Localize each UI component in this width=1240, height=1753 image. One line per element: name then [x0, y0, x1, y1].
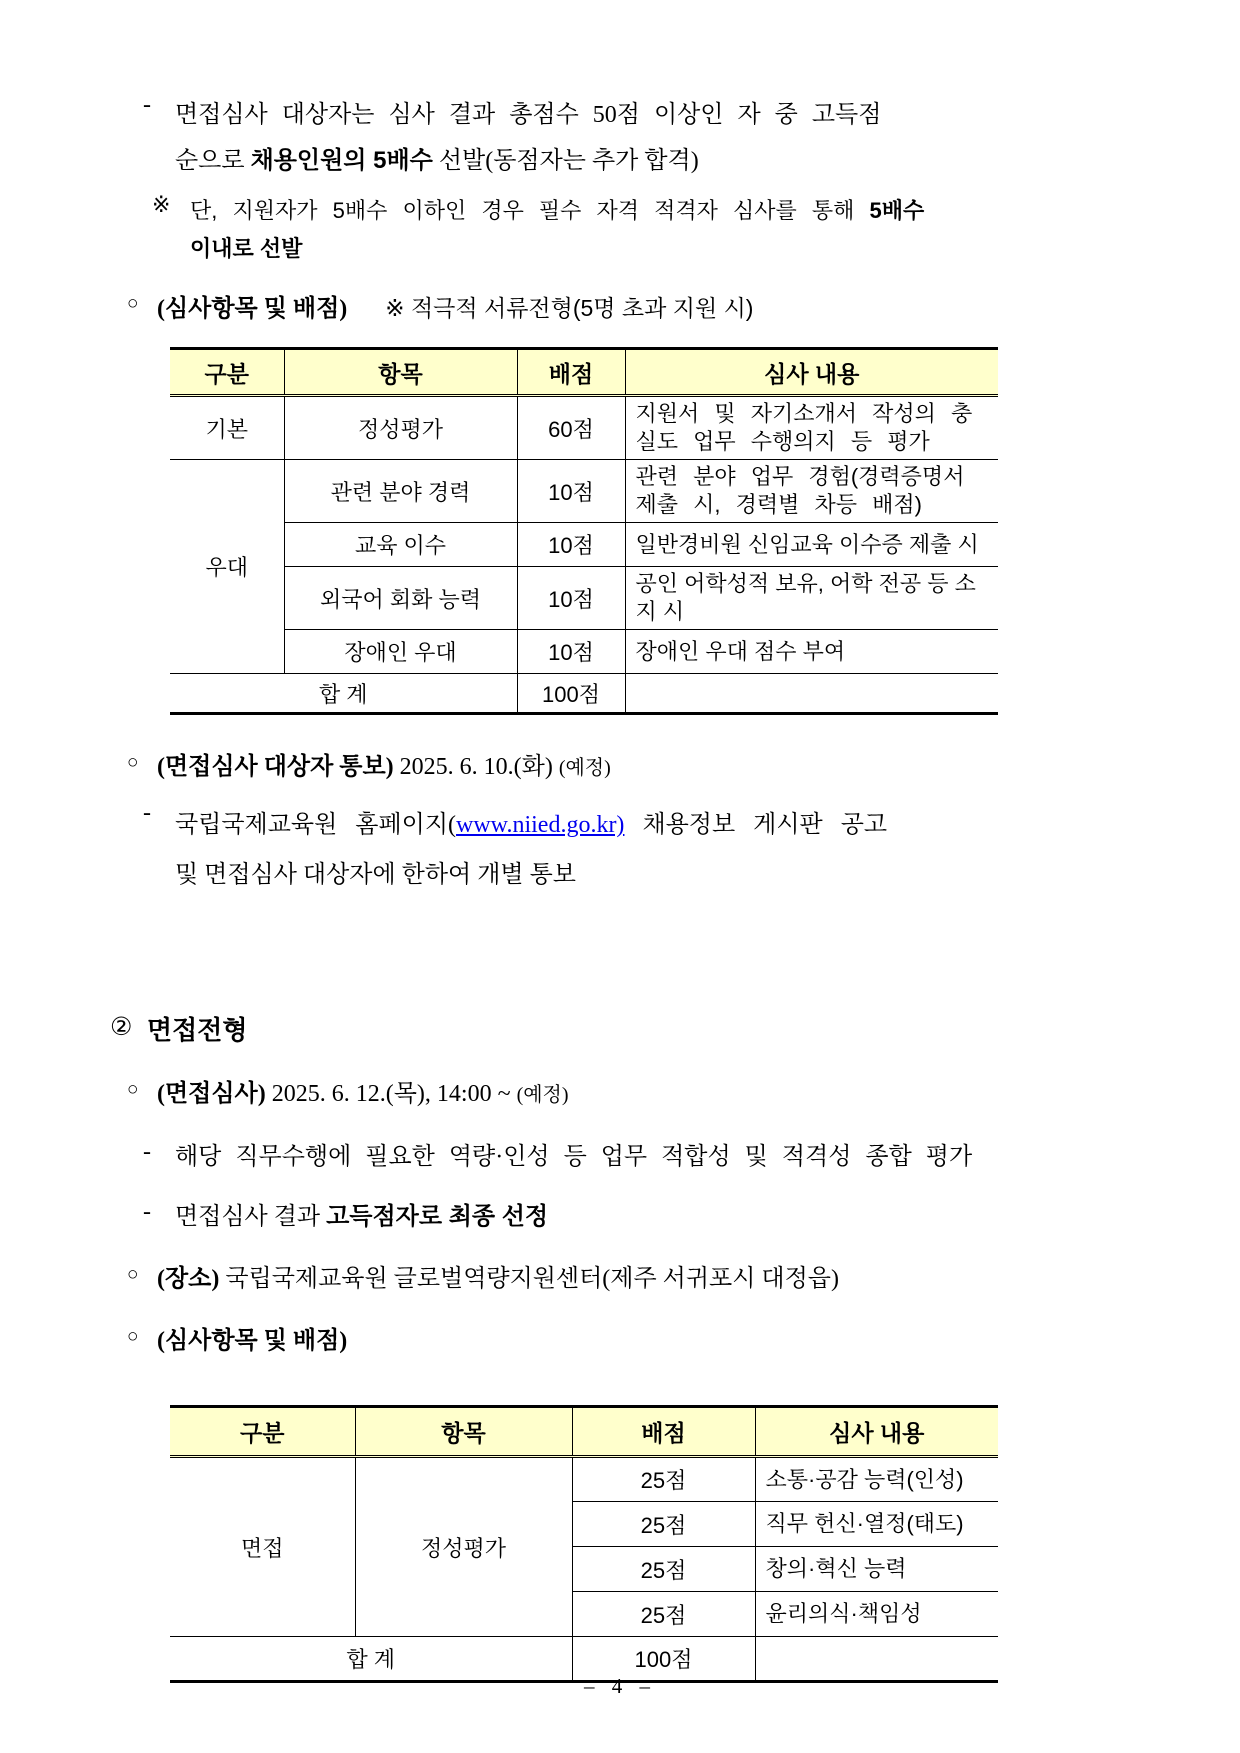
cell-points: 10점: [517, 567, 625, 630]
heading-place: [127, 1261, 1110, 1297]
dash-marker: -: [143, 800, 151, 826]
screening-criteria-table: [170, 347, 998, 715]
note-line-2: 이내로 선발: [190, 236, 303, 261]
bullet-selection-multiple: [143, 92, 1110, 184]
cell-points: 25점: [572, 1547, 755, 1592]
table-header-row: [170, 1407, 998, 1457]
col-header-category: 구분: [170, 1407, 355, 1457]
cell-points: 10점: [517, 460, 625, 523]
note-pre: 단, 지원자가 5배수 이하인 경우 필수 자격 적격자 심사를 통해: [190, 198, 870, 223]
result-pre: 면접심사 결과: [175, 1204, 327, 1230]
niied-homepage-link[interactable]: www.niied.go.kr): [456, 812, 625, 838]
criteria-note: ※ 적극적 서류전형: [385, 295, 573, 321]
cell-content: 공인 어학성적 보유, 어학 전공 등 소지 시: [625, 567, 998, 630]
circle-bullet: ○: [127, 752, 139, 773]
heading-criteria-2: [127, 1323, 1110, 1359]
notify-date: 2025. 6. 10.(화): [399, 754, 553, 780]
cell-empty: [625, 674, 998, 714]
cell-group: 기본: [170, 396, 284, 460]
cell-item: 정성평가: [284, 396, 517, 460]
cell-item: 관련 분야 경력: [284, 460, 517, 523]
circle-bullet: ○: [127, 1079, 139, 1100]
section-2-interview: [110, 1012, 1110, 1048]
cell-content: 소통·공감 능력(인성): [755, 1457, 998, 1502]
table-total-row: [170, 674, 998, 714]
dash-marker: -: [143, 1199, 151, 1225]
interview-datetime: 2025. 6. 12.(목), 14:00 ~: [271, 1081, 511, 1107]
interview-heading: (면접심사): [157, 1081, 266, 1107]
cell-content: 지원서 및 자기소개서 작성의 충실도 업무 수행의지 등 평가: [625, 396, 998, 460]
dash-marker: -: [143, 92, 151, 118]
table-row: [170, 460, 998, 523]
eval-text: 해당 직무수행에 필요한 역량·인성 등 업무 적합성 및 적격성 종합 평가: [175, 1144, 973, 1170]
criteria2-heading: (심사항목 및 배점): [157, 1328, 348, 1354]
bullet-line-1: 면접심사 대상자는 심사 결과 총점수 50점 이상인 자 중 고득점: [175, 102, 882, 128]
col-header-item: 항목: [355, 1407, 572, 1457]
cell-item: 정성평가: [355, 1457, 572, 1637]
cell-group: 우대: [170, 460, 284, 674]
cell-total-points: 100점: [572, 1637, 755, 1682]
notify-post: 채용정보 게시판 공고: [624, 812, 888, 838]
cell-content: 일반경비원 신임교육 이수증 제출 시: [625, 523, 998, 567]
section-2-title: 면접전형: [147, 1015, 248, 1045]
notify-line-1: [175, 800, 887, 850]
col-header-category: 구분: [170, 349, 284, 396]
notify-expected: (예정): [558, 757, 611, 779]
place-heading: (장소): [157, 1266, 220, 1292]
notify-line-2: 및 면접심사 대상자에 한하여 개별 통보: [175, 862, 576, 888]
cell-total-points: 100점: [517, 674, 625, 714]
note-bold-5x: 5배수: [869, 198, 925, 223]
cell-content: 관련 분야 업무 경험(경력증명서 제출 시, 경력별 차등 배점): [625, 460, 998, 523]
interview-criteria-table: [170, 1405, 998, 1683]
heading-notify: [127, 749, 1110, 786]
page-number: – 4 –: [584, 1674, 656, 1698]
table-row: [170, 396, 998, 460]
bullet-final-selection: [143, 1199, 1110, 1235]
circle-bullet: ○: [127, 1326, 139, 1347]
bullet-line-2: [175, 138, 881, 184]
note-line-1: [190, 192, 924, 230]
heading-criteria-1: [127, 290, 1110, 327]
notify-pre: 국립국제교육원 홈페이지(: [175, 812, 457, 838]
table-row: [170, 630, 998, 674]
col-header-points: 배점: [572, 1407, 755, 1457]
table-header-row: [170, 349, 998, 396]
cell-points: 25점: [572, 1502, 755, 1547]
line2-bold-5x: 채용인원의 5배수: [250, 147, 433, 174]
bullet-eval-scope: [143, 1139, 1110, 1175]
cell-content: 장애인 우대 점수 부여: [625, 630, 998, 674]
cell-item: 외국어 회화 능력: [284, 567, 517, 630]
note-under-5x: [152, 192, 1110, 268]
cell-points: 60점: [517, 396, 625, 460]
cell-total-label: 합 계: [170, 674, 517, 714]
dash-marker: -: [143, 1139, 151, 1165]
cell-points: 10점: [517, 630, 625, 674]
place-text: 국립국제교육원 글로벌역량지원센터(제주 서귀포시 대정읍): [219, 1266, 839, 1292]
circle-bullet: ○: [127, 293, 139, 314]
bullet-notify-detail: [143, 800, 1110, 900]
circle-bullet: ○: [127, 1264, 139, 1285]
cell-points: 25점: [572, 1592, 755, 1637]
col-header-item: 항목: [284, 349, 517, 396]
circled-number-2: ②: [110, 1013, 133, 1041]
cell-content: 창의·혁신 능력: [755, 1547, 998, 1592]
col-header-content: 심사 내용: [755, 1407, 998, 1457]
cell-item: 장애인 우대: [284, 630, 517, 674]
cell-total-label: 합 계: [170, 1637, 572, 1682]
reference-mark: ※: [152, 192, 171, 217]
table-row: [170, 523, 998, 567]
table-row: [170, 1457, 998, 1502]
cell-points: 10점: [517, 523, 625, 567]
cell-group: 면접: [170, 1457, 355, 1637]
cell-item: 교육 이수: [284, 523, 517, 567]
interview-expected: (예정): [516, 1084, 569, 1106]
criteria-heading: (심사항목 및 배점): [157, 296, 348, 322]
cell-points: 25점: [572, 1457, 755, 1502]
criteria-note-detail: (5명 초과 지원 시): [572, 295, 754, 321]
col-header-content: 심사 내용: [625, 349, 998, 396]
table-row: [170, 567, 998, 630]
line2-post: 선발(동점자는 추가 합격): [432, 148, 699, 174]
notify-heading: (면접심사 대상자 통보): [157, 754, 394, 780]
col-header-points: 배점: [517, 349, 625, 396]
cell-content: 직무 헌신·열정(태도): [755, 1502, 998, 1547]
cell-content: 윤리의식·책임성: [755, 1592, 998, 1637]
line2-pre: 순으로: [175, 148, 251, 174]
heading-interview-date: [127, 1076, 1110, 1113]
result-bold: 고득점자로 최종 선정: [326, 1203, 549, 1230]
